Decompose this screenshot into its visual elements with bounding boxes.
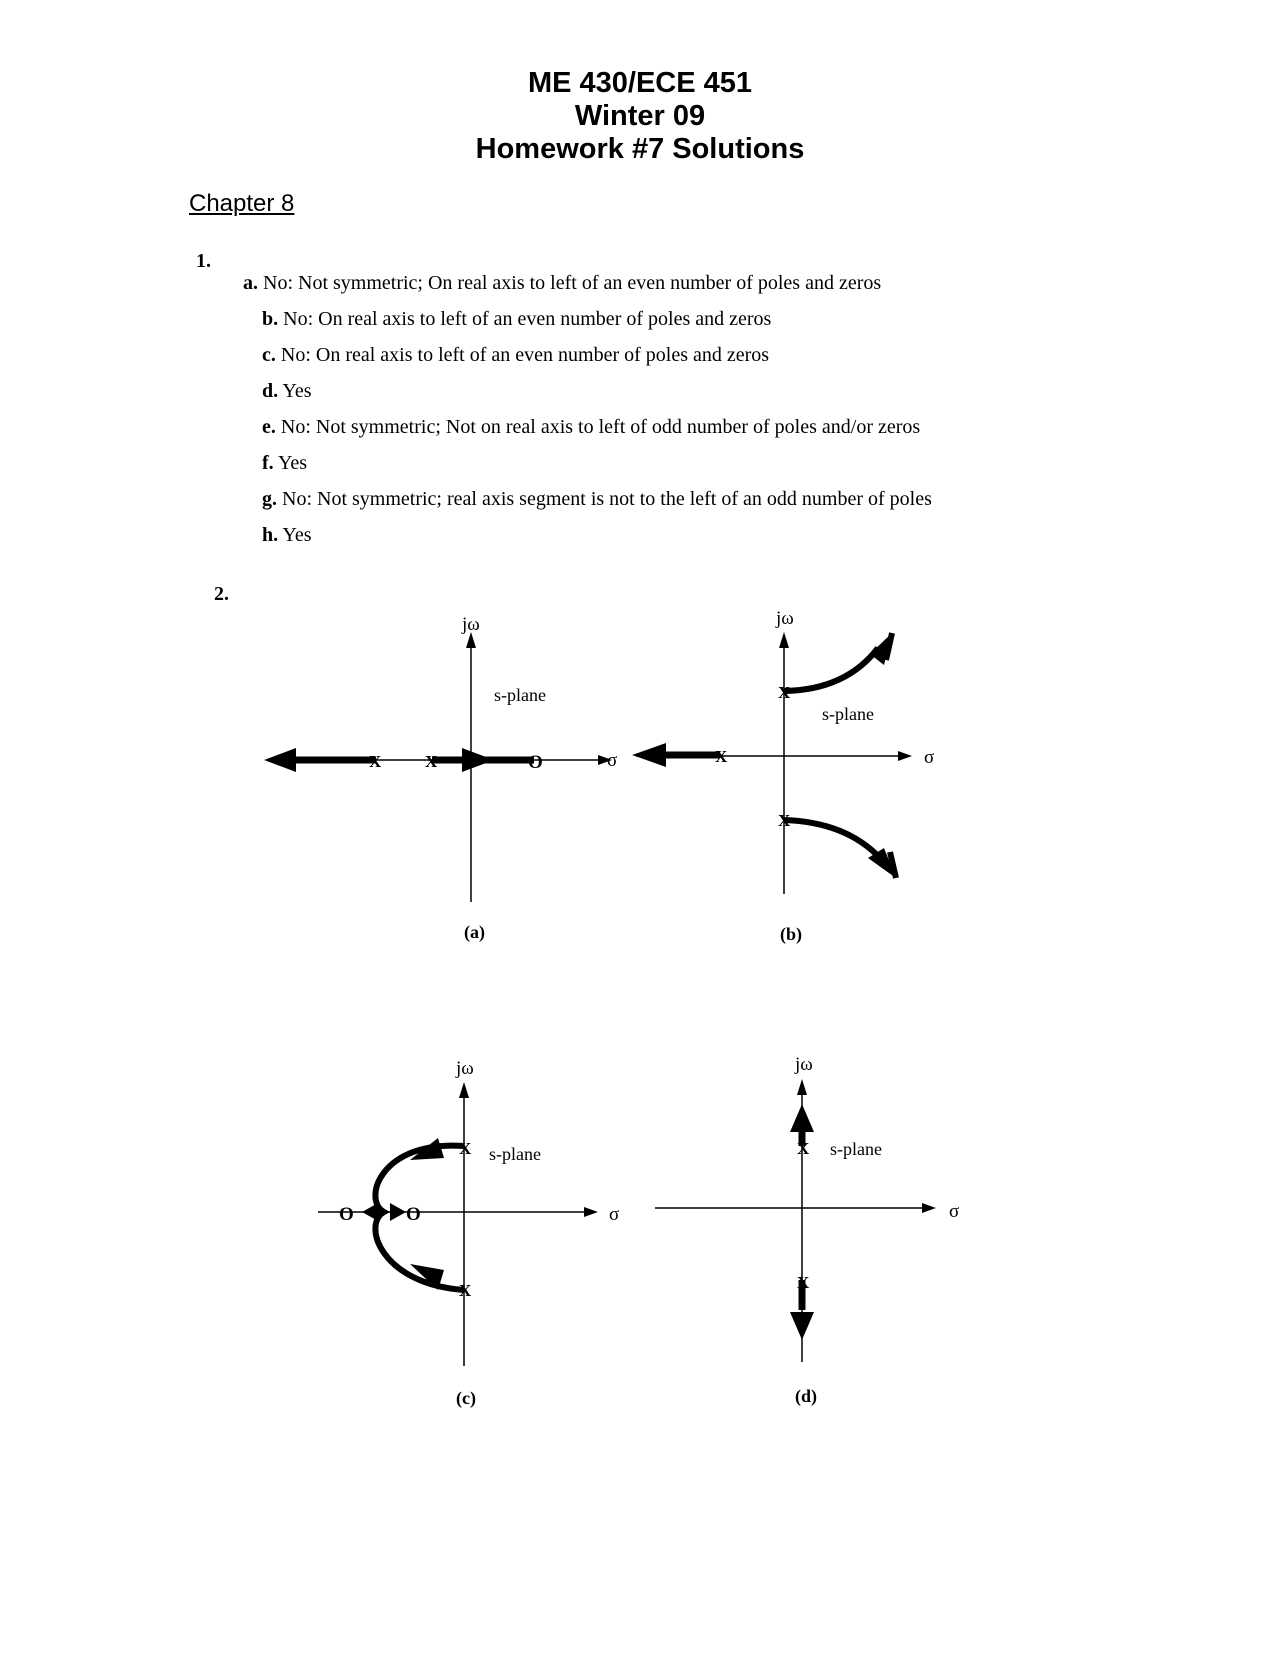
axis-arrow [797,1079,807,1095]
pole-marker: X [715,747,728,766]
answer-letter: g. [262,488,277,510]
document-title: Homework #7 Solutions [475,133,805,165]
answer-letter: b. [262,308,279,330]
pole-marker: X [797,1273,810,1292]
answer-text: Yes [282,524,312,546]
locus-arrow [462,748,494,772]
imag-axis-label: jω [795,1054,813,1075]
locus-branch [784,820,880,858]
answer-text: Yes [277,452,308,474]
course-title: ME 430/ECE 451 [527,67,753,99]
problem-2-number: 2. [214,583,229,605]
problem-1-number: 1. [196,250,211,272]
pole-marker: X [425,752,438,771]
answer-text: No: On real axis to left of an even number of poles and zeros [280,344,770,366]
answer-letter: e. [262,416,276,438]
plane-label: s-plane [822,704,874,724]
answer-letter: c. [262,344,276,366]
chapter-heading: Chapter 8 [189,190,295,217]
imag-axis-label: jω [776,608,794,629]
zero-marker: O [528,752,543,773]
plot-caption: (c) [456,1388,476,1408]
zero-marker: O [339,1204,354,1225]
plot-c [318,1058,619,1409]
locus-arrow [390,1203,406,1221]
plot-d [655,1054,959,1407]
real-axis-label: σ [949,1201,960,1222]
axis-arrow [898,751,912,761]
answer-text: No: Not symmetric; Not on real axis to left of odd number of poles and/or zeros [280,416,921,438]
answer-letter: a. [243,272,258,294]
plot-caption: (a) [464,922,485,942]
locus-arrow [632,743,666,767]
pole-marker: X [778,683,791,702]
locus-arrow [264,748,296,772]
locus-branch [784,648,878,691]
locus-arrow [790,1104,814,1132]
answer-text: No: Not symmetric; real axis segment is not to the left of an odd number of poles [282,488,932,510]
answer-text: No: Not symmetric; On real axis to left of an even number of poles and zeros [263,272,882,294]
answer-text: No: On real axis to left of an even number of poles and zeros [283,308,772,330]
locus-arrow [790,1312,814,1340]
locus-arrow [362,1203,378,1221]
imag-axis-label: jω [462,614,480,635]
real-axis-label: σ [609,1204,620,1225]
plot-caption: (d) [795,1386,817,1406]
axis-arrow [584,1207,598,1217]
real-axis-label: σ [924,747,935,768]
answer-text: Yes [282,380,312,402]
answer-letter: d. [262,380,279,402]
pole-marker: X [797,1139,810,1158]
plane-label: s-plane [489,1144,541,1164]
plot-a [264,614,617,943]
plot-b [632,608,934,945]
pole-marker: X [459,1139,472,1158]
axis-arrow [459,1082,469,1098]
plot-caption: (b) [780,924,802,944]
pole-marker: X [369,752,382,771]
zero-marker: O [406,1204,421,1225]
answer-letter: f. [262,452,274,474]
plane-label: s-plane [494,685,546,705]
answer-letter: h. [262,524,279,546]
imag-axis-label: jω [456,1058,474,1079]
pole-marker: X [459,1281,472,1300]
plane-label: s-plane [830,1139,882,1159]
term-title: Winter 09 [574,100,706,132]
locus-tip [886,633,892,660]
pole-marker: X [778,811,791,830]
axis-arrow [779,632,789,648]
axis-arrow [922,1203,936,1213]
real-axis-label: σ [607,750,618,771]
